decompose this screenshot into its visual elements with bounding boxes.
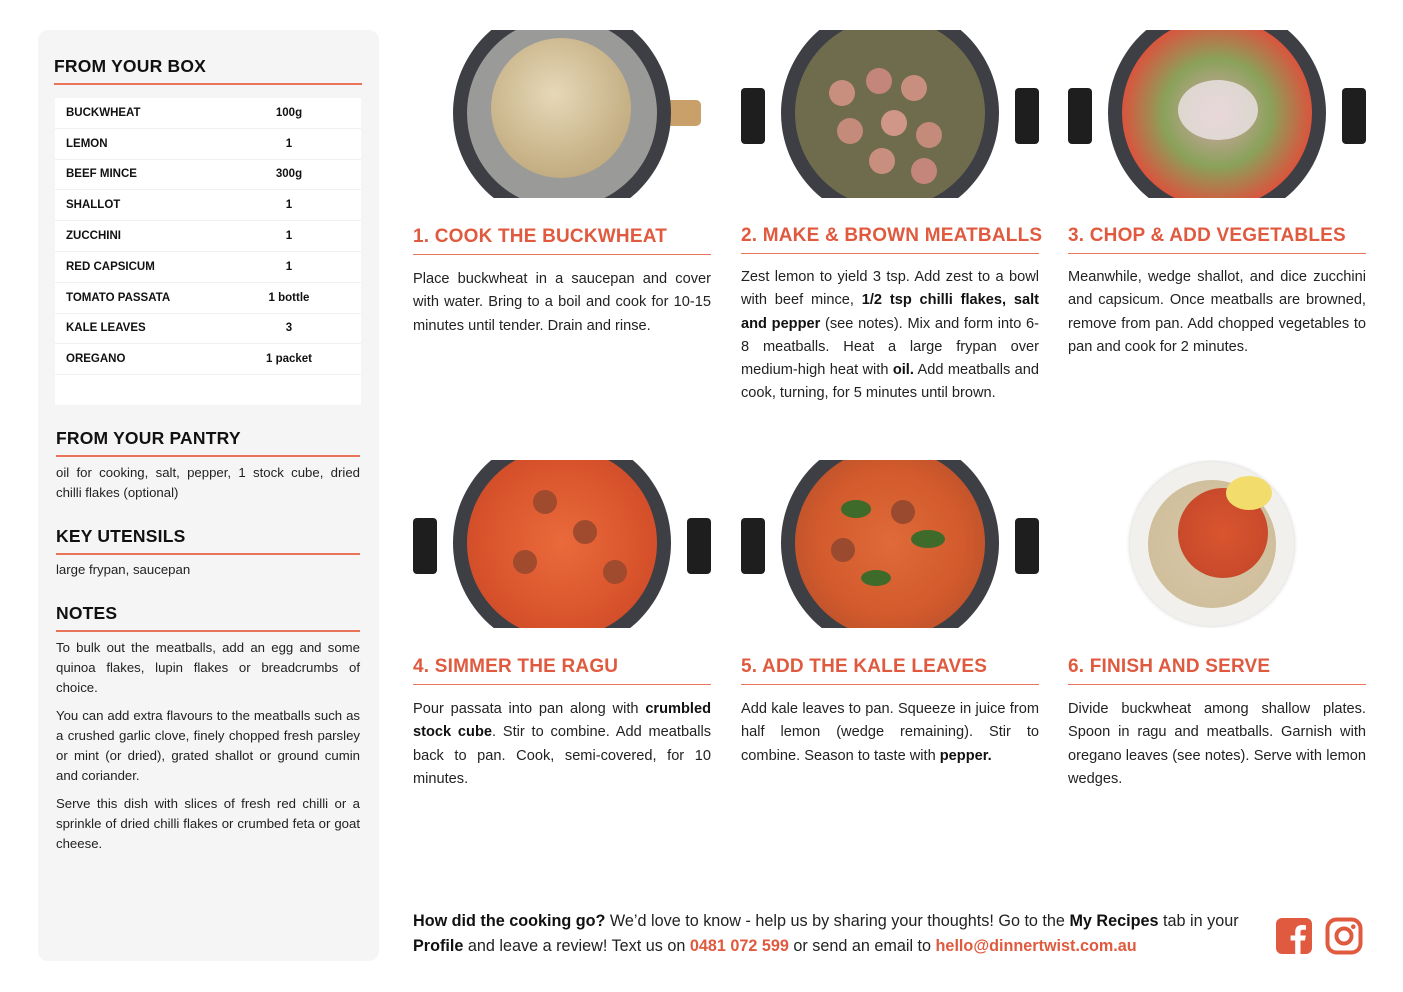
utensils-heading: KEY UTENSILS xyxy=(56,526,360,555)
facebook-icon[interactable] xyxy=(1275,917,1313,955)
step-1-title: 1. COOK THE BUCKWHEAT xyxy=(413,226,711,255)
table-row xyxy=(55,221,361,252)
body-text: or send an email to xyxy=(788,937,936,955)
step-5-title: 5. ADD THE KALE LEAVES xyxy=(741,656,1039,685)
bold-text: 1/2 tsp chilli flakes, salt and pepper xyxy=(741,292,1039,332)
step-3-title: 3. CHOP & ADD VEGETABLES xyxy=(1068,225,1366,254)
body-text: Add meatballs and cook, turning, for 5 minutes until brown. xyxy=(741,362,1039,402)
ingredient-name: LEMON xyxy=(66,137,108,150)
step-6-title: 6. FINISH AND SERVE xyxy=(1068,656,1366,685)
box-heading: FROM YOUR BOX xyxy=(54,56,362,85)
ingredient-name: TOMATO PASSATA xyxy=(66,291,171,304)
step-1-body xyxy=(413,268,711,338)
ingredient-qty: 1 packet xyxy=(265,353,313,366)
bold-text: Profile xyxy=(413,937,464,955)
step-2-body xyxy=(741,266,1039,406)
body-text: Place buckwheat in a saucepan and cover with water. Bring to a boil and cook for 10-15 minutes until tender. Drain and rinse. xyxy=(413,271,711,334)
table-row xyxy=(55,129,361,160)
utensils-text: large frypan, saucepan xyxy=(56,562,191,577)
ingredient-qty: 100g xyxy=(275,106,303,119)
ingredient-name: BUCKWHEAT xyxy=(66,106,141,119)
note-paragraph: Serve this dish with slices of fresh red chilli or a sprinkle of dried chilli flakes or crumbed feta or goat cheese. xyxy=(56,796,360,851)
table-row xyxy=(55,314,361,345)
ingredient-name: BEEF MINCE xyxy=(66,168,137,181)
ingredient-qty: 300g xyxy=(275,168,303,181)
note-paragraph: You can add extra flavours to the meatballs such as a crushed garlic clove, finely chopped fresh parsley or mint (or dried), grated shallot or ground cumin and coriander. xyxy=(56,708,360,783)
pantry-heading: FROM YOUR PANTRY xyxy=(56,428,360,457)
ingredient-name: OREGANO xyxy=(66,353,126,366)
ingredient-name: RED CAPSICUM xyxy=(66,260,155,273)
ingredient-qty: 3 xyxy=(285,322,293,335)
table-row xyxy=(55,283,361,314)
ingredient-name: ZUCCHINI xyxy=(66,230,121,243)
ingredient-qty: 1 xyxy=(285,230,293,243)
buckwheat-strainer-photo xyxy=(413,30,711,198)
ingredient-qty: 1 bottle xyxy=(268,291,310,304)
body-text: tab in your xyxy=(1158,912,1239,930)
body-text: Meanwhile, wedge shallot, and dice zucchini and capsicum. Once meatballs are browned, remove from pan. Add chopped vegetables to pan and cook for 2 minutes. xyxy=(1068,269,1366,355)
note-paragraph: To bulk out the meatballs, add an egg and some quinoa flakes, lupin flakes or breadcrumbs of choice. xyxy=(56,640,360,695)
body-text: Divide buckwheat among shallow plates. Spoon in ragu and meatballs. Garnish with oregano leaves (see notes). Serve with lemon wedges. xyxy=(1068,701,1366,787)
bold-text: oil. xyxy=(892,362,914,379)
table-row xyxy=(55,252,361,283)
kale-pan-photo xyxy=(741,460,1039,628)
ingredient-qty: 1 xyxy=(285,260,293,273)
body-text: (see notes). Mix and form into 6-8 meatballs. Heat a large frypan over medium-high heat with xyxy=(741,315,1040,379)
body-text: Add kale leaves to pan. Squeeze in juice from half lemon (wedge remaining). Stir to combine. Season to taste with xyxy=(741,701,1039,764)
box-ingredients-table xyxy=(55,98,361,405)
step-2-title: 2. MAKE & BROWN MEATBALLS xyxy=(741,225,1039,254)
body-text: and leave a review! Text us on xyxy=(463,937,690,955)
meatballs-pan-photo xyxy=(741,30,1039,198)
table-row xyxy=(55,344,361,375)
bold-text: How did the cooking go? xyxy=(413,912,606,930)
phone-link[interactable]: 0481 072 599 xyxy=(689,937,789,955)
step-3-body xyxy=(1068,266,1366,359)
ingredient-qty: 1 xyxy=(285,199,293,212)
body-text: Pour passata into pan along with xyxy=(413,701,646,717)
step-4-body xyxy=(413,698,711,791)
bold-text: My Recipes xyxy=(1069,912,1159,930)
bold-text: crumbled stock cube xyxy=(413,701,711,741)
ingredient-name: SHALLOT xyxy=(66,199,121,212)
table-row xyxy=(55,98,361,129)
pantry-text: oil for cooking, salt, pepper, 1 stock cube, dried chilli flakes (optional) xyxy=(56,465,360,500)
email-link[interactable]: hello@dinnertwist.com.au xyxy=(935,937,1137,955)
ingredients-sidebar xyxy=(38,30,379,961)
notes-heading: NOTES xyxy=(56,603,360,632)
ingredient-name: KALE LEAVES xyxy=(66,322,146,335)
step-5-body xyxy=(741,698,1039,768)
body-text: We’d love to know - help us by sharing your thoughts! Go to the xyxy=(605,912,1070,930)
vegetables-pan-photo xyxy=(1068,30,1366,198)
bold-text: pepper. xyxy=(939,747,992,764)
body-text: . Stir to combine. Add meatballs back to pan. Cook, semi-covered, for 10 minutes. xyxy=(413,724,711,787)
step-6-body xyxy=(1068,698,1366,791)
feedback-footer xyxy=(413,909,1263,959)
body-text: Zest lemon to yield 3 tsp. Add zest to a bowl with beef mince, xyxy=(741,269,1039,309)
plated-dish-photo xyxy=(1068,460,1366,628)
step-4-title: 4. SIMMER THE RAGU xyxy=(413,656,711,685)
ragu-pan-photo xyxy=(413,460,711,628)
ingredient-qty: 1 xyxy=(285,137,293,150)
table-row xyxy=(55,190,361,221)
table-row xyxy=(55,160,361,191)
instagram-icon[interactable] xyxy=(1325,917,1363,955)
